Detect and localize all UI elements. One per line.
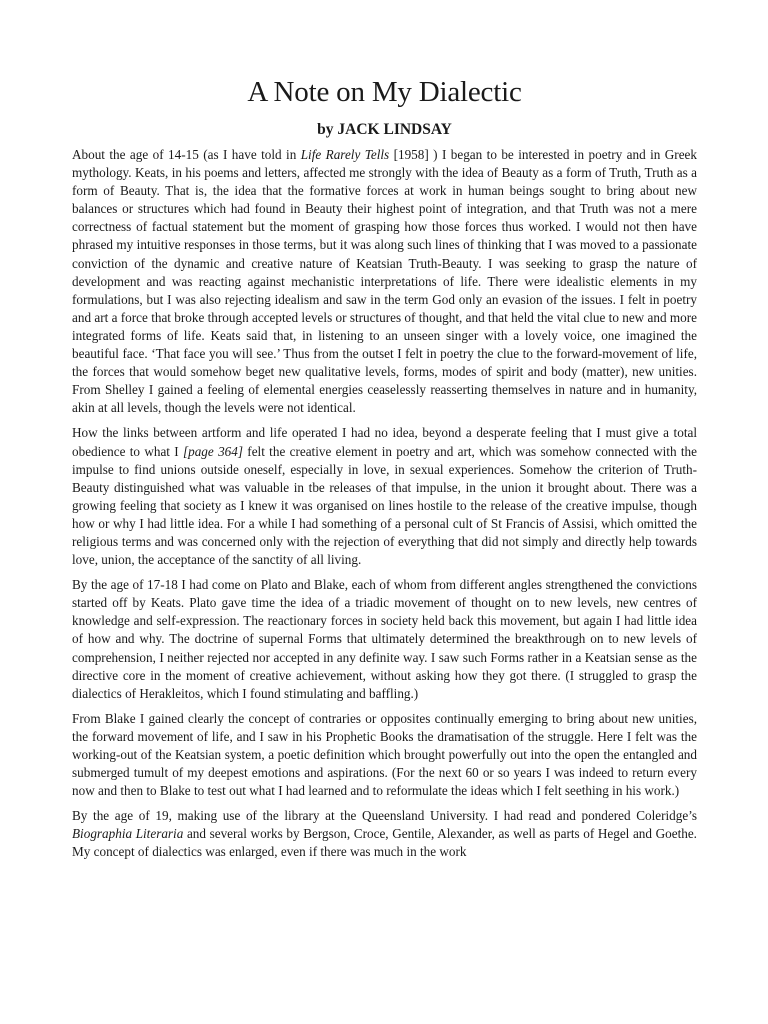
text-run: felt the creative element in poetry and art, which was somehow connected with the impulse to find unions outside oneself, especially in love, in sexual experiences. Somehow the criterion of Truth-Beauty distinguished what was valuable in tbe releases of that impulse, in the union it brought about. There was a growing feeling that society as I knew it was organised on lines hostile to the release of the creative impulse, though how or why I had little idea. For a while I had something of a personal cult of St Francis of Assisi, which omitted the religious terms and was concerned only with the rejection of everything that did not simply and directly help towards love, union, the acceptance of the sanctity of all living. xyxy=(72,443,697,568)
body-paragraph xyxy=(72,807,697,861)
text-run: From Blake I gained clearly the concept of contraries or opposites continually emerging to bring about new unities, the forward movement of life, and I saw in his Prophetic Books the dramatisation of the struggle. Here I felt was the working-out of the Keatsian system, a poetic definition which brought powerfully out into the open the entangled and submerged tumult of my deepest emotions and aspirations. (For the next 60 or so years I was indeed to return every now and then to Blake to test out what I had learned and to reformulate the ideas which I felt seething in his work.) xyxy=(72,710,697,799)
text-run: By the age of 17-18 I had come on Plato and Blake, each of whom from different angles strengthened the convictions started off by Keats. Plato gave time the idea of a triadic movement of thought on to new levels, new centres of knowledge and self-expression. The reactionary forces in society held back this movement, but again I had little idea of how and why. The doctrine of supernal Forms that ultimately determined the breakthrough on to new levels of comprehension, I neither rejected nor accepted in any definite way. I saw such Forms rather in a Keatsian sense as the directive core in the moment of creative achievement, without asking how they got there. (I struggled to grasp the dialectics of Herakleitos, which I found stimulating and baffling.) xyxy=(72,577,697,701)
text-run: About the age of 14-15 (as I have told in xyxy=(72,147,301,162)
body-paragraph xyxy=(72,424,697,569)
book-title-italic: Life Rarely Tells xyxy=(300,147,390,162)
text-run: How the links between artform and life operated I had no idea, beyond a desperate feeling that I must give a total obedience to what I xyxy=(72,425,697,459)
text-run: [1958] ) I began to be interested in poetry and in Greek mythology. Keats, in his poems and letters, affected me strongly with the idea of Beauty as a form of Truth, Truth as a form of Beauty. That is, the idea that the formative forces at work in human beings sought to bring about new balances or structures which had found in Beauty their highest point of integration, and that Truth was not a mere correctness of factual statement but the moment of grasping how those forces thus worked. I would not then have phrased my intuitive responses in those terms, but it was along such lines of thinking that I was moved to a passionate conviction of the dynamic and creative nature of Keatsian Truth-Beauty. I was seeking to grasp the nature of development and was reacting against mechanistic interpretations of life. There were idealistic elements in my formulations, but I was also rejecting idealism and saw in the term God only an evasion of the issues. I felt in poetry and art a force that broke through accepted levels or structures of thought, and that held the vital clue to new and more integrated forms of life. Keats said that, in listening to an unseen singer with a lovely voice, one imagined the beautiful face. ‘That face you will see.’ Thus from the outset I felt in poetry the clue to the forward-movement of life, the forces that would somehow beget new qualitative levels, forms, modes of spirit and body (matter), new unities. From Shelley I gained a feeling of elemental energies ceaselessly reasserting themselves in nature and in humanity, akin at all levels, though the levels were not identical. xyxy=(72,147,697,416)
page-marker-italic: [page 364] xyxy=(182,443,243,459)
text-run: By the age of 19, making use of the library at the Queensland University. I had read and pondered Coleridge’s xyxy=(72,808,697,824)
author-byline: by JACK LINDSAY xyxy=(317,121,452,138)
document-page xyxy=(72,72,697,869)
page-title: A Note on My Dialectic xyxy=(247,76,522,108)
book-title-italic: Biographia Literaria xyxy=(72,826,184,842)
text-run: and several works by Bergson, Croce, Gentile, Alexander, as well as parts of Hegel and Goethe. My concept of dialectics was enlarged, even if there was much in the work xyxy=(72,826,697,860)
body-paragraph xyxy=(72,576,697,703)
body-paragraph xyxy=(72,146,697,417)
body-paragraph xyxy=(72,710,697,800)
